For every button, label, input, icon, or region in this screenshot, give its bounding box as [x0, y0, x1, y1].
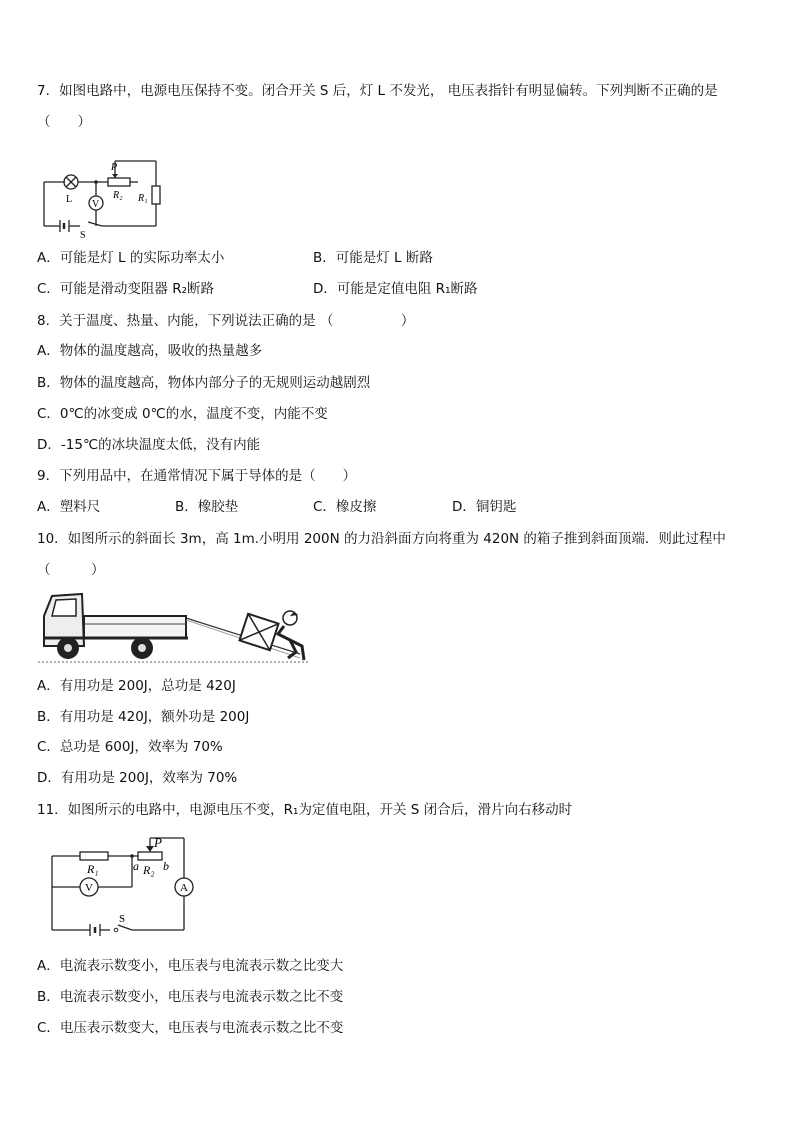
q7-stem: 7．如图电路中，电源电压保持不变。闭合开关 S 后，灯 L 不发光， 电压表指针有明显偏转。下列判断不正确的是: [37, 83, 718, 99]
q11-label-voltmeter: V: [85, 882, 93, 894]
q10-option-d: D．有用功是 200J，效率为 70%: [37, 770, 238, 786]
q8-stem: 8．关于温度、热量、内能，下列说法正确的是 （ ）: [37, 313, 415, 329]
q7-label-lamp: L: [66, 194, 73, 205]
q9-option-a: A．塑料尺: [37, 499, 101, 515]
q11-label-resistor: R₁: [87, 862, 99, 876]
q11-stem: 11．如图所示的电路中，电源电压不变，R₁为定值电阻，开关 S 闭合后，滑片向右移动时: [37, 802, 573, 818]
q9-option-c: C．橡皮擦: [313, 499, 377, 515]
q7-circuit-figure: [40, 158, 180, 240]
q11-option-c: C．电压表示数变大，电压表与电流表示数之比不变: [37, 1020, 344, 1036]
q10-option-b: B．有用功是 420J，额外功是 200J: [37, 709, 250, 725]
q11-circuit-figure: [46, 832, 206, 940]
q11-label-slider: P: [154, 835, 162, 850]
q11-option-b: B．电流表示数变小，电压表与电流表示数之比不变: [37, 989, 344, 1005]
q7-label-switch: S: [80, 230, 86, 240]
q11-label-rheostat: R₂: [143, 863, 155, 877]
q8-option-c: C．0℃的冰变成 0℃的水，温度不变，内能不变: [37, 406, 328, 422]
q11-label-end-b: b: [163, 859, 169, 873]
q11-label-end-a: a: [133, 859, 139, 873]
q7-label-voltmeter: V: [92, 199, 100, 210]
q7-option-d: D．可能是定值电阻 R₁断路: [313, 281, 478, 297]
q8-option-d: D．-15℃的冰块温度太低，没有内能: [37, 437, 261, 453]
q9-option-b: B．橡胶垫: [175, 499, 239, 515]
q10-truck-ramp-figure: [38, 588, 310, 668]
q10-option-c: C．总功是 600J，效率为 70%: [37, 739, 223, 755]
q7-label-rheostat: R₂: [113, 190, 123, 201]
q10-paren: （ ）: [37, 562, 105, 578]
q9-stem: 9．下列用品中，在通常情况下属于导体的是（ ）: [37, 468, 357, 484]
q10-option-a: A．有用功是 200J，总功是 420J: [37, 678, 236, 694]
q10-stem: 10．如图所示的斜面长 3m，高 1m.小明用 200N 的力沿斜面方向将重为 420N 的箱子推到斜面顶端．则此过程中: [37, 531, 726, 547]
q7-option-c: C．可能是滑动变阻器 R₂断路: [37, 281, 215, 297]
q8-option-a: A．物体的温度越高，吸收的热量越多: [37, 343, 263, 359]
q7-option-a: A．可能是灯 L 的实际功率太小: [37, 250, 225, 266]
q11-label-ammeter: A: [180, 882, 188, 894]
q8-option-b: B．物体的温度越高，物体内部分子的无规则运动越剧烈: [37, 375, 371, 391]
q7-option-b: B．可能是灯 L 断路: [313, 250, 433, 266]
q9-option-d: D．铜钥匙: [452, 499, 517, 515]
q7-paren: （ ）: [37, 114, 91, 130]
q11-option-a: A．电流表示数变小，电压表与电流表示数之比变大: [37, 958, 344, 974]
q7-label-resistor: R₁: [138, 193, 148, 204]
q11-label-switch: S: [119, 913, 126, 925]
q7-label-slider: P: [111, 162, 118, 173]
